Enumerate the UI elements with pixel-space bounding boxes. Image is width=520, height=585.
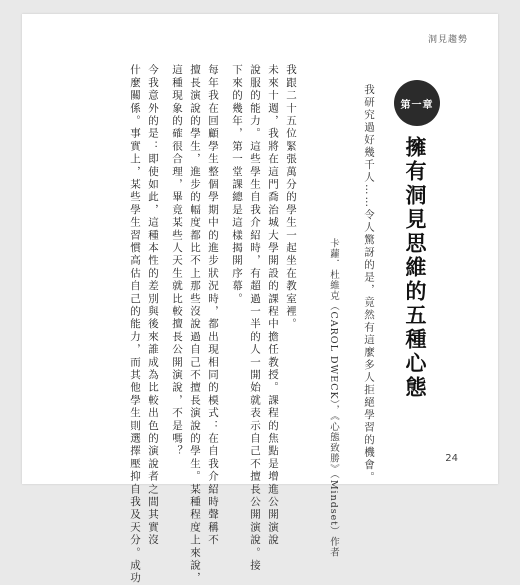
epigraph-line-1: 我研究過好幾千人……令人驚訝的是，竟然有這麼多人拒絕學習的機會。 bbox=[363, 84, 375, 484]
book-page bbox=[22, 14, 498, 585]
body-line-4: 下來的幾年，第一堂課總是這樣揭開序幕。 bbox=[231, 64, 243, 306]
running-head: 洞見趨勢 bbox=[427, 35, 468, 45]
body-line-5: 每年我在回顧學生整個學期中的進步狀況時，都出現相同的模式：在自我介紹時聲稱不 bbox=[207, 64, 219, 547]
body-line-2: 未來十週，我將在這門喬治城大學開設的課程中擔任教授。課程的焦點是增進公開演說 bbox=[267, 64, 279, 547]
body-line-6: 擅長演說的學生，進步的幅度都比不上那些沒說過自己不擅長演說的學生。某種程度上來說， bbox=[189, 64, 201, 585]
body-line-8: 今我意外的是：即使如此，這種本性的差別與後來誰成為比較出色的演說者之間其實沒 bbox=[147, 64, 159, 547]
chapter-badge: 第一章 bbox=[394, 80, 440, 126]
body-line-9: 什麼關係。事實上，某些學生習慣高估自己的能力，而其他學生則選擇壓抑自我及天分。成功 bbox=[129, 64, 141, 585]
epigraph-attribution: 卡蘿．杜維克（CAROL DWECK），《心態致勝》（Mindset）作者 bbox=[328, 238, 339, 558]
body-line-1: 我跟二十五位緊張萬分的學生一起坐在教室裡。 bbox=[285, 64, 297, 331]
chapter-title: 擁有洞見思維的五種心態 bbox=[403, 136, 427, 400]
page-number: 24 bbox=[445, 453, 458, 464]
body-line-3: 說服的能力。這些學生自我介紹時，有超過一半的人一開始就表示自己不擅長公開演說。接 bbox=[249, 64, 261, 572]
body-line-7: 這種現象的確很合理，畢竟某些人天生就比較擅長公開演說，不是嗎？ bbox=[171, 64, 183, 458]
